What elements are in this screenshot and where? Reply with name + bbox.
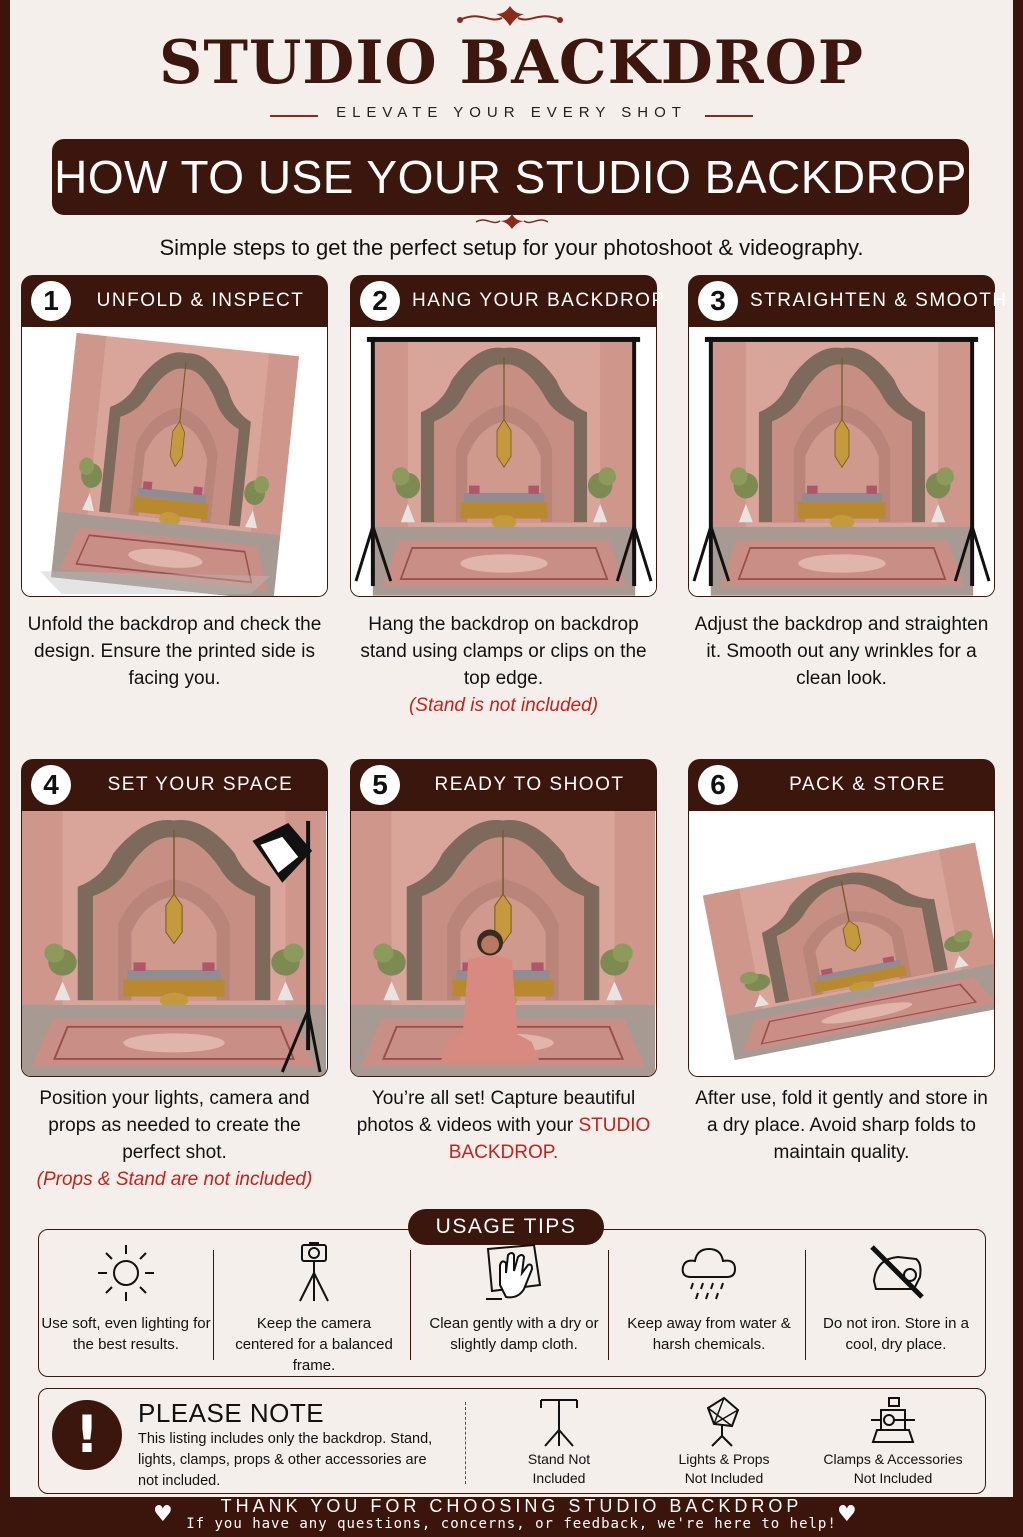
- step-4-note: (Props & Stand are not included): [36, 1169, 313, 1190]
- tip-separator: [608, 1250, 609, 1360]
- tip-lighting: [38, 1241, 214, 1355]
- tagline-rule-right: [705, 115, 753, 117]
- step-6-image: [688, 811, 995, 1077]
- heart-icon: ♥: [837, 1502, 857, 1527]
- step-4-description: Position your lights, camera and props as needed to create the perfect shot.: [39, 1088, 310, 1163]
- footer-subtitle: If you have any questions, concerns, or feedback, we're here to help!: [186, 1516, 837, 1532]
- tip-water-text: Keep away from water & harsh chemicals.: [627, 1315, 791, 1353]
- exclusion-clamps-text: [808, 1450, 978, 1488]
- step-6-description: After use, fold it gently and store in a dry place. Avoid sharp folds to maintain quality.: [695, 1088, 988, 1163]
- tip-cleaning: [426, 1241, 602, 1355]
- step-2-description: Hang the backdrop on backdrop stand using clamps or clips on the top edge.: [360, 614, 647, 689]
- step-4-number: 4: [31, 765, 71, 805]
- exclusion-lights: [639, 1396, 809, 1488]
- step-4-header: [21, 759, 328, 811]
- stand-icon: [533, 1396, 585, 1448]
- exclusion-lights-line2: Not Included: [684, 1470, 764, 1486]
- step-5-text: [350, 1085, 657, 1166]
- exclusion-clamps: [808, 1396, 978, 1488]
- step-5-header: [350, 759, 657, 811]
- step-2-title: HANG YOUR BACKDROP: [412, 290, 666, 311]
- step-2-image: [350, 327, 657, 597]
- step-6-title: PACK & STORE: [789, 774, 946, 795]
- heart-icon: ♥: [153, 1502, 173, 1527]
- exclusion-lights-text: [639, 1450, 809, 1488]
- sun-icon: [94, 1241, 158, 1305]
- main-banner: HOW TO USE YOUR STUDIO BACKDROP: [52, 139, 969, 215]
- step-3-description: Adjust the backdrop and straighten it. Smooth out any wrinkles for a clean look.: [694, 614, 989, 689]
- step-1-image: [21, 327, 328, 597]
- tagline-rule-left: [270, 115, 318, 117]
- exclusion-stand-text: [474, 1450, 644, 1488]
- exclamation-icon: !: [52, 1400, 122, 1470]
- tip-camera-text: Keep the camera centered for a balanced frame.: [235, 1315, 393, 1374]
- hand-wipe-icon: [482, 1241, 546, 1305]
- no-iron-icon: [864, 1241, 928, 1305]
- step-5-title: READY TO SHOOT: [434, 774, 625, 795]
- note-title: PLEASE NOTE: [138, 1398, 325, 1428]
- brand-title: STUDIO BACKDROP: [159, 28, 864, 98]
- lights-props-icon: [698, 1396, 750, 1448]
- exclusion-clamps-line1: Clamps & Accessories: [823, 1451, 963, 1467]
- tip-iron: [808, 1241, 984, 1355]
- tagline: ELEVATE YOUR EVERY SHOT: [336, 104, 687, 121]
- step-4-image: [21, 811, 328, 1077]
- step-6-number: 6: [698, 765, 738, 805]
- step-2-note: (Stand is not included): [408, 695, 599, 716]
- step-5-description: You’re all set! Capture beautiful photos & videos with your: [356, 1088, 636, 1136]
- subtitle: Simple steps to get the perfect setup for your photoshoot & videography.: [159, 235, 864, 260]
- exclusion-stand-line2: Included: [532, 1470, 586, 1486]
- step-2-header: [350, 275, 666, 327]
- step-3-header: [688, 275, 1008, 327]
- tip-separator: [213, 1250, 214, 1360]
- note-separator: [465, 1402, 466, 1484]
- exclusion-clamps-line2: Not Included: [853, 1470, 933, 1486]
- note-text: This listing includes only the backdrop. Stand, lights, clamps, props & other accessories are not included.: [138, 1431, 433, 1489]
- divider-ornament-icon: [472, 212, 552, 230]
- step-4-text: [21, 1085, 328, 1193]
- step-1-description: Unfold the backdrop and check the design. Ensure the printed side is facing you.: [27, 614, 322, 689]
- tip-iron-text: Do not iron. Store in a cool, dry place.: [823, 1315, 969, 1353]
- tagline-row: [270, 104, 753, 128]
- exclusion-stand-line1: Stand Not: [527, 1451, 591, 1467]
- usage-tips-title: USAGE TIPS: [408, 1209, 604, 1245]
- step-4-title: SET YOUR SPACE: [107, 774, 294, 795]
- step-1-number: 1: [31, 281, 71, 321]
- step-2-number: 2: [360, 281, 400, 321]
- step-3-text: [688, 611, 995, 692]
- step-5-image: [350, 811, 657, 1077]
- step-5-highlight: STUDIO BACKDROP.: [448, 1115, 651, 1163]
- step-5-number: 5: [360, 765, 400, 805]
- step-3-number: 3: [698, 281, 738, 321]
- step-3-image: [688, 327, 995, 597]
- exclusion-stand: [474, 1396, 644, 1488]
- camera-tripod-icon: [282, 1241, 346, 1305]
- tip-separator: [805, 1250, 806, 1360]
- step-6-header: [688, 759, 995, 811]
- step-6-text: [688, 1085, 995, 1166]
- step-2-text: [350, 611, 657, 719]
- tip-camera: [226, 1241, 402, 1376]
- rain-cloud-icon: [677, 1241, 741, 1305]
- footer-title: THANK YOU FOR CHOOSING STUDIO BACKDROP: [220, 1496, 803, 1516]
- step-1-text: [21, 611, 328, 692]
- tip-water: [621, 1241, 797, 1355]
- top-ornament-icon: [450, 4, 570, 28]
- clamp-icon: [867, 1396, 919, 1448]
- tip-lighting-text: Use soft, even lighting for the best results.: [41, 1315, 211, 1353]
- tip-separator: [410, 1250, 411, 1360]
- step-3-title: STRAIGHTEN & SMOOTH: [750, 290, 1008, 311]
- tip-cleaning-text: Clean gently with a dry or slightly damp cloth.: [429, 1315, 599, 1353]
- step-1-header: [21, 275, 328, 327]
- exclusion-lights-line1: Lights & Props: [678, 1451, 770, 1467]
- step-1-title: UNFOLD & INSPECT: [96, 290, 305, 311]
